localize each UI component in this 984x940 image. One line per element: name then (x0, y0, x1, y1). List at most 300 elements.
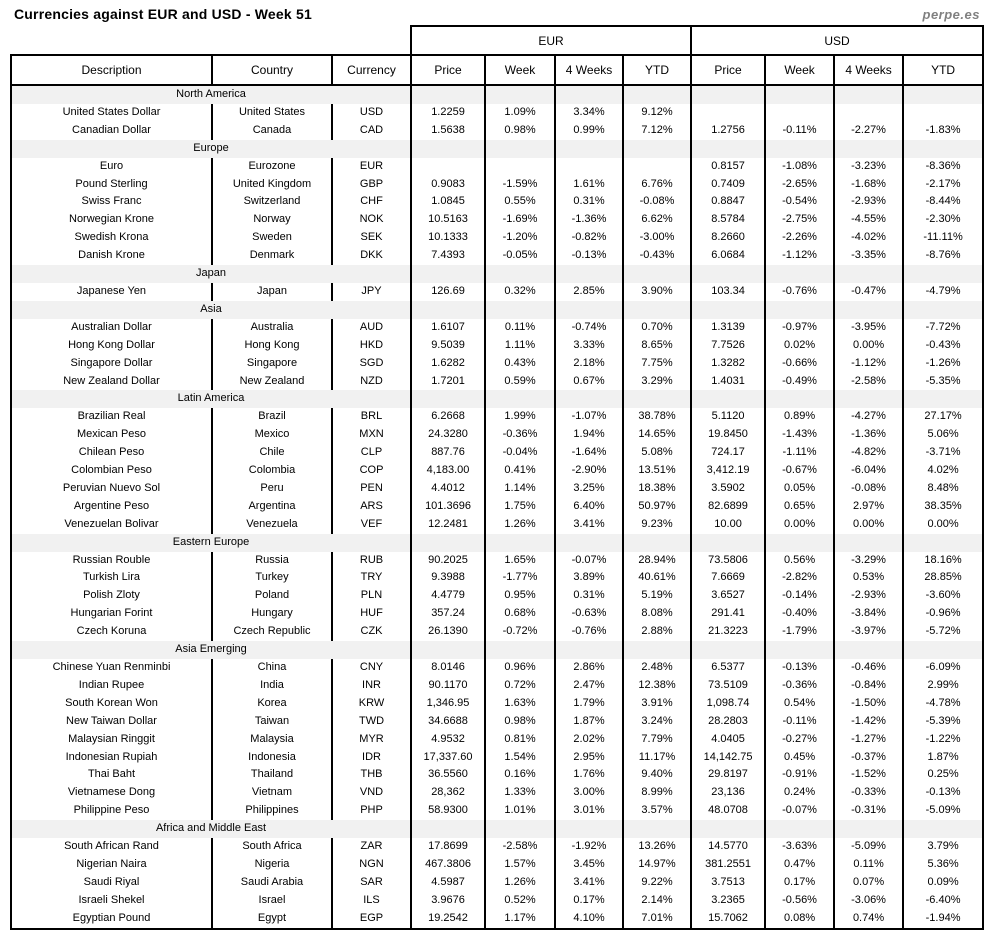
cell-usd-price: 6.0684 (691, 247, 765, 265)
cell-code: CAD (332, 122, 411, 140)
cell-country: Czech Republic (212, 623, 332, 641)
cell-usd-ytd: 3.79% (903, 838, 983, 856)
cell-eur-4weeks: 1.87% (555, 713, 623, 731)
cell-desc: Russian Rouble (11, 552, 212, 570)
currency-row (11, 784, 983, 802)
section-empty-cell (834, 140, 903, 158)
cell-eur-price: 4.9532 (411, 731, 485, 749)
section-empty-cell (691, 534, 765, 552)
cell-eur-week: 1.26% (485, 516, 555, 534)
cell-eur-week: 0.16% (485, 766, 555, 784)
cell-usd-price: 4.0405 (691, 731, 765, 749)
cell-eur-price: 58.9300 (411, 802, 485, 820)
cell-desc: South Korean Won (11, 695, 212, 713)
cell-code: TRY (332, 569, 411, 587)
cell-usd-week: -2.75% (765, 211, 834, 229)
section-row (11, 820, 983, 838)
section-empty-cell (623, 265, 691, 283)
cell-eur-week: 0.55% (485, 193, 555, 211)
currency-row (11, 444, 983, 462)
cell-eur-ytd: 6.76% (623, 176, 691, 194)
cell-country: New Zealand (212, 373, 332, 391)
cell-usd-price: 48.0708 (691, 802, 765, 820)
cell-usd-week: 0.47% (765, 856, 834, 874)
cell-usd-ytd: -5.09% (903, 802, 983, 820)
cell-usd-week: -2.26% (765, 229, 834, 247)
section-name: Asia Emerging (11, 641, 411, 659)
cell-eur-4weeks: 3.45% (555, 856, 623, 874)
section-row (11, 85, 983, 104)
cell-country: Peru (212, 480, 332, 498)
cell-usd-ytd: -2.30% (903, 211, 983, 229)
cell-usd-price: 1.4031 (691, 373, 765, 391)
cell-eur-week: -1.20% (485, 229, 555, 247)
cell-usd-week (765, 104, 834, 122)
cell-usd-week: -0.27% (765, 731, 834, 749)
currency-row (11, 462, 983, 480)
cell-usd-price: 15.7062 (691, 910, 765, 929)
cell-desc: Peruvian Nuevo Sol (11, 480, 212, 498)
cell-code: CNY (332, 659, 411, 677)
cell-eur-4weeks: 0.31% (555, 587, 623, 605)
currency-row (11, 193, 983, 211)
cell-eur-week: 1.14% (485, 480, 555, 498)
cell-usd-ytd: 0.09% (903, 874, 983, 892)
cell-usd-4weeks: -0.47% (834, 283, 903, 301)
cell-usd-ytd: -4.78% (903, 695, 983, 713)
section-empty-cell (485, 140, 555, 158)
cell-usd-ytd: -3.60% (903, 587, 983, 605)
section-empty-cell (765, 390, 834, 408)
cell-eur-week: 1.65% (485, 552, 555, 570)
section-empty-cell (903, 301, 983, 319)
cell-code: NZD (332, 373, 411, 391)
section-empty-cell (555, 301, 623, 319)
section-row (11, 265, 983, 283)
cell-usd-ytd: 38.35% (903, 498, 983, 516)
cell-country: Norway (212, 211, 332, 229)
currency-row (11, 910, 983, 929)
section-empty-cell (834, 534, 903, 552)
cell-country: Malaysia (212, 731, 332, 749)
section-empty-cell (555, 390, 623, 408)
cell-code: TWD (332, 713, 411, 731)
section-empty-cell (765, 534, 834, 552)
cell-country: Turkey (212, 569, 332, 587)
cell-usd-ytd: 5.06% (903, 426, 983, 444)
cell-usd-4weeks: -1.27% (834, 731, 903, 749)
cell-country: Japan (212, 283, 332, 301)
cell-usd-week: -2.65% (765, 176, 834, 194)
section-empty-cell (691, 641, 765, 659)
cell-country: Russia (212, 552, 332, 570)
section-empty-cell (691, 820, 765, 838)
cell-usd-4weeks: 0.00% (834, 516, 903, 534)
cell-eur-price: 4.5987 (411, 874, 485, 892)
cell-eur-ytd: 9.12% (623, 104, 691, 122)
cell-usd-week: -0.40% (765, 605, 834, 623)
cell-eur-4weeks: 3.01% (555, 802, 623, 820)
cell-country: Brazil (212, 408, 332, 426)
section-row (11, 534, 983, 552)
cell-usd-4weeks: -6.04% (834, 462, 903, 480)
cell-country: Vietnam (212, 784, 332, 802)
cell-eur-price: 7.4393 (411, 247, 485, 265)
cell-usd-4weeks: -0.84% (834, 677, 903, 695)
cell-desc: Singapore Dollar (11, 355, 212, 373)
cell-eur-4weeks: 3.41% (555, 874, 623, 892)
section-empty-cell (903, 820, 983, 838)
cell-eur-ytd: 50.97% (623, 498, 691, 516)
cell-usd-price: 82.6899 (691, 498, 765, 516)
cell-country: Hong Kong (212, 337, 332, 355)
cell-usd-4weeks: 0.00% (834, 337, 903, 355)
cell-eur-price: 4.4012 (411, 480, 485, 498)
cell-eur-week: -0.04% (485, 444, 555, 462)
cell-eur-4weeks: 3.34% (555, 104, 623, 122)
cell-eur-4weeks: -0.63% (555, 605, 623, 623)
cell-usd-price: 6.5377 (691, 659, 765, 677)
cell-eur-week: 0.96% (485, 659, 555, 677)
currency-row (11, 713, 983, 731)
cell-usd-ytd: 0.00% (903, 516, 983, 534)
cell-eur-ytd: 3.90% (623, 283, 691, 301)
cell-eur-price: 24.3280 (411, 426, 485, 444)
cell-eur-ytd: -0.43% (623, 247, 691, 265)
cell-usd-price: 3.6527 (691, 587, 765, 605)
section-empty-cell (411, 641, 485, 659)
cell-eur-4weeks: -0.13% (555, 247, 623, 265)
cell-eur-week: 1.33% (485, 784, 555, 802)
cell-usd-price: 3.5902 (691, 480, 765, 498)
cell-usd-week: -0.13% (765, 659, 834, 677)
section-empty-cell (411, 301, 485, 319)
cell-eur-week: -1.59% (485, 176, 555, 194)
cell-usd-4weeks: -1.42% (834, 713, 903, 731)
cell-eur-ytd: 40.61% (623, 569, 691, 587)
section-empty-cell (623, 390, 691, 408)
cell-desc: Vietnamese Dong (11, 784, 212, 802)
cell-eur-price: 887.76 (411, 444, 485, 462)
currency-row (11, 838, 983, 856)
section-empty-cell (903, 390, 983, 408)
section-empty-cell (485, 301, 555, 319)
cell-usd-week: -0.11% (765, 122, 834, 140)
cell-desc: Israeli Shekel (11, 892, 212, 910)
cell-eur-week: 0.95% (485, 587, 555, 605)
currency-row (11, 158, 983, 176)
cell-usd-4weeks: -0.31% (834, 802, 903, 820)
cell-desc: Swiss Franc (11, 193, 212, 211)
cell-eur-week: 1.09% (485, 104, 555, 122)
cell-usd-4weeks: -3.35% (834, 247, 903, 265)
cell-eur-ytd: 7.79% (623, 731, 691, 749)
cell-usd-price: 14.5770 (691, 838, 765, 856)
cell-code: CLP (332, 444, 411, 462)
cell-eur-ytd: 2.88% (623, 623, 691, 641)
cell-usd-4weeks: -5.09% (834, 838, 903, 856)
cell-code: SEK (332, 229, 411, 247)
cell-eur-week: -1.69% (485, 211, 555, 229)
cell-desc: Malaysian Ringgit (11, 731, 212, 749)
cell-desc: Hungarian Forint (11, 605, 212, 623)
cell-eur-price: 10.1333 (411, 229, 485, 247)
cell-eur-week: -1.77% (485, 569, 555, 587)
cell-usd-price: 8.5784 (691, 211, 765, 229)
cell-usd-ytd: -6.09% (903, 659, 983, 677)
cell-eur-4weeks: -2.90% (555, 462, 623, 480)
cell-usd-price: 3.7513 (691, 874, 765, 892)
cell-code: ARS (332, 498, 411, 516)
cell-eur-week: 1.57% (485, 856, 555, 874)
cell-usd-week: -0.97% (765, 319, 834, 337)
cell-usd-price: 0.7409 (691, 176, 765, 194)
cell-country: Korea (212, 695, 332, 713)
cell-usd-ytd: 4.02% (903, 462, 983, 480)
section-name: Europe (11, 140, 411, 158)
cell-country: Hungary (212, 605, 332, 623)
cell-code: INR (332, 677, 411, 695)
currency-row (11, 677, 983, 695)
cell-eur-price: 6.2668 (411, 408, 485, 426)
cell-country: Eurozone (212, 158, 332, 176)
section-empty-cell (411, 140, 485, 158)
section-row (11, 301, 983, 319)
cell-desc: Chinese Yuan Renminbi (11, 659, 212, 677)
cell-code: VEF (332, 516, 411, 534)
cell-country: Venezuela (212, 516, 332, 534)
cell-usd-price: 1,098.74 (691, 695, 765, 713)
cell-eur-4weeks: -1.64% (555, 444, 623, 462)
section-empty-cell (555, 641, 623, 659)
cell-desc: Argentine Peso (11, 498, 212, 516)
section-empty-cell (485, 534, 555, 552)
cell-usd-ytd: -4.79% (903, 283, 983, 301)
cell-country: Colombia (212, 462, 332, 480)
cell-usd-week: 0.17% (765, 874, 834, 892)
cell-country: United States (212, 104, 332, 122)
cell-usd-4weeks: -2.27% (834, 122, 903, 140)
cell-eur-price: 17,337.60 (411, 749, 485, 767)
cell-usd-week: -1.12% (765, 247, 834, 265)
section-empty-cell (834, 641, 903, 659)
cell-country: Israel (212, 892, 332, 910)
column-header-usd-week: Week (765, 55, 834, 85)
cell-eur-week: 0.81% (485, 731, 555, 749)
cell-usd-price: 0.8157 (691, 158, 765, 176)
cell-usd-4weeks: 0.74% (834, 910, 903, 929)
section-empty-cell (903, 641, 983, 659)
section-empty-cell (555, 140, 623, 158)
cell-eur-4weeks: -0.82% (555, 229, 623, 247)
cell-eur-ytd: 9.23% (623, 516, 691, 534)
currency-row (11, 122, 983, 140)
section-empty-cell (411, 265, 485, 283)
cell-eur-week: 0.11% (485, 319, 555, 337)
section-empty-cell (485, 85, 555, 104)
section-empty-cell (903, 534, 983, 552)
cell-country: South Africa (212, 838, 332, 856)
cell-usd-price: 103.34 (691, 283, 765, 301)
cell-code: SAR (332, 874, 411, 892)
cell-eur-4weeks: 1.79% (555, 695, 623, 713)
section-empty-cell (623, 534, 691, 552)
cell-eur-4weeks: -0.76% (555, 623, 623, 641)
currency-row (11, 516, 983, 534)
cell-country: Canada (212, 122, 332, 140)
section-name: Japan (11, 265, 411, 283)
cell-usd-week: 0.00% (765, 516, 834, 534)
cell-eur-price: 1.7201 (411, 373, 485, 391)
cell-usd-ytd: -0.43% (903, 337, 983, 355)
cell-country: Sweden (212, 229, 332, 247)
cell-usd-ytd: -6.40% (903, 892, 983, 910)
currency-row (11, 373, 983, 391)
cell-usd-4weeks: -4.82% (834, 444, 903, 462)
cell-usd-4weeks: -2.93% (834, 193, 903, 211)
cell-usd-price: 1.3139 (691, 319, 765, 337)
cell-usd-ytd: -8.44% (903, 193, 983, 211)
cell-usd-week: -2.82% (765, 569, 834, 587)
cell-eur-4weeks: -0.74% (555, 319, 623, 337)
cell-desc: Polish Zloty (11, 587, 212, 605)
cell-eur-4weeks (555, 158, 623, 176)
cell-eur-4weeks: 2.02% (555, 731, 623, 749)
cell-eur-price: 19.2542 (411, 910, 485, 929)
cell-eur-price: 28,362 (411, 784, 485, 802)
cell-country: Indonesia (212, 749, 332, 767)
cell-desc: Indian Rupee (11, 677, 212, 695)
cell-usd-week: 0.56% (765, 552, 834, 570)
cell-country: Philippines (212, 802, 332, 820)
cell-usd-week: -1.43% (765, 426, 834, 444)
cell-eur-week (485, 158, 555, 176)
page-title: Currencies against EUR and USD - Week 51 (14, 6, 312, 22)
cell-code: MYR (332, 731, 411, 749)
cell-usd-week: -3.63% (765, 838, 834, 856)
cell-usd-price: 28.2803 (691, 713, 765, 731)
section-empty-cell (834, 85, 903, 104)
cell-usd-ytd: -5.35% (903, 373, 983, 391)
column-header-usd-4weeks: 4 Weeks (834, 55, 903, 85)
cell-eur-ytd: 8.65% (623, 337, 691, 355)
section-empty-cell (411, 85, 485, 104)
cell-code: USD (332, 104, 411, 122)
cell-eur-price: 17.8699 (411, 838, 485, 856)
cell-eur-ytd: 13.51% (623, 462, 691, 480)
cell-eur-price: 1.6107 (411, 319, 485, 337)
cell-code: NOK (332, 211, 411, 229)
cell-usd-4weeks: -0.37% (834, 749, 903, 767)
cell-usd-4weeks: -3.29% (834, 552, 903, 570)
section-row (11, 140, 983, 158)
cell-usd-ytd: -0.13% (903, 784, 983, 802)
cell-usd-price: 3,412.19 (691, 462, 765, 480)
cell-eur-price: 3.9676 (411, 892, 485, 910)
cell-desc: Turkish Lira (11, 569, 212, 587)
cell-eur-price: 1.5638 (411, 122, 485, 140)
currency-row (11, 623, 983, 641)
cell-country: United Kingdom (212, 176, 332, 194)
cell-usd-price: 23,136 (691, 784, 765, 802)
column-header-eur-4weeks: 4 Weeks (555, 55, 623, 85)
cell-usd-4weeks (834, 104, 903, 122)
cell-usd-4weeks: -3.06% (834, 892, 903, 910)
cell-eur-4weeks: 3.25% (555, 480, 623, 498)
cell-eur-price: 1.6282 (411, 355, 485, 373)
cell-usd-4weeks: 0.53% (834, 569, 903, 587)
cell-usd-price: 3.2365 (691, 892, 765, 910)
column-header-eur-week: Week (485, 55, 555, 85)
cell-usd-4weeks: -3.23% (834, 158, 903, 176)
currency-row (11, 283, 983, 301)
currency-row (11, 605, 983, 623)
cell-usd-price: 29.8197 (691, 766, 765, 784)
currency-row (11, 802, 983, 820)
cell-code: EUR (332, 158, 411, 176)
cell-eur-ytd: 11.17% (623, 749, 691, 767)
cell-eur-4weeks: -1.92% (555, 838, 623, 856)
cell-eur-4weeks: -0.07% (555, 552, 623, 570)
cell-eur-price: 12.2481 (411, 516, 485, 534)
cell-country: Argentina (212, 498, 332, 516)
cell-usd-week: -0.66% (765, 355, 834, 373)
cell-country: Thailand (212, 766, 332, 784)
section-empty-cell (411, 390, 485, 408)
cell-usd-week: 0.02% (765, 337, 834, 355)
column-header-eur-price: Price (411, 55, 485, 85)
cell-code: BRL (332, 408, 411, 426)
cell-usd-ytd: -11.11% (903, 229, 983, 247)
currency-row (11, 659, 983, 677)
cell-usd-price: 291.41 (691, 605, 765, 623)
cell-country: Australia (212, 319, 332, 337)
section-empty-cell (834, 301, 903, 319)
cell-usd-4weeks: -1.50% (834, 695, 903, 713)
cell-eur-4weeks: 2.47% (555, 677, 623, 695)
cell-code: AUD (332, 319, 411, 337)
cell-usd-week: 0.65% (765, 498, 834, 516)
cell-code: PLN (332, 587, 411, 605)
cell-eur-week: 1.63% (485, 695, 555, 713)
cell-desc: Mexican Peso (11, 426, 212, 444)
cell-usd-price: 7.7526 (691, 337, 765, 355)
section-name: Latin America (11, 390, 411, 408)
cell-code: PEN (332, 480, 411, 498)
cell-eur-week: 0.41% (485, 462, 555, 480)
cell-usd-week: -0.76% (765, 283, 834, 301)
column-header-usd-ytd: YTD (903, 55, 983, 85)
cell-eur-price: 36.5560 (411, 766, 485, 784)
cell-usd-week: -0.91% (765, 766, 834, 784)
cell-code: GBP (332, 176, 411, 194)
cell-code: HKD (332, 337, 411, 355)
cell-eur-week: 1.54% (485, 749, 555, 767)
section-empty-cell (485, 265, 555, 283)
cell-country: China (212, 659, 332, 677)
section-empty-cell (834, 265, 903, 283)
section-empty-cell (623, 301, 691, 319)
cell-code: JPY (332, 283, 411, 301)
cell-eur-week: -2.58% (485, 838, 555, 856)
cell-code: KRW (332, 695, 411, 713)
section-empty-cell (691, 301, 765, 319)
currency-row (11, 229, 983, 247)
cell-eur-ytd: 0.70% (623, 319, 691, 337)
cell-usd-price: 73.5109 (691, 677, 765, 695)
cell-country: Nigeria (212, 856, 332, 874)
cell-usd-4weeks: -1.12% (834, 355, 903, 373)
